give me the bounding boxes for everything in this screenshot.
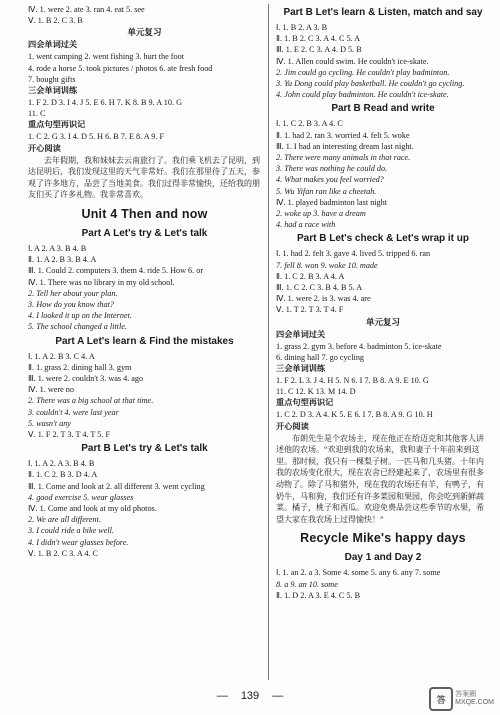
- subsection-heading: 三会单词训练: [28, 86, 78, 96]
- answer-line: 2. woke up 3. have a dream: [276, 209, 366, 219]
- answer-line: 3. How do you know that?: [28, 300, 114, 310]
- section-title: Day 1 and Day 2: [344, 552, 422, 564]
- answer-line: Ⅳ. 1. Allen could swim. He couldn't ice-skate.: [276, 56, 429, 66]
- answer-line: 3. I could ride a bike well.: [28, 526, 114, 536]
- answer-line: Ⅴ. 1. F 2. T 3. T 4. T 5. F: [28, 430, 111, 440]
- answer-line: Ⅳ. 1. There was no library in my old school.: [28, 277, 175, 287]
- answer-line: 11. C 12. K 13. M 14. D: [276, 387, 356, 397]
- answer-line: 1. grass 2. gym 3. before 4. badminton 5. ice-skate: [276, 341, 442, 351]
- answer-line: 1. F 2. L 3. J 4. H 5. N 6. I 7. B 8. A 9. E 10. G: [276, 376, 429, 386]
- answer-line: Ⅲ. 1. I had an interesting dream last night.: [276, 141, 414, 151]
- answer-line: Ⅰ. A 2. A 3. B 4. B: [28, 244, 87, 253]
- answer-line: Ⅱ. 1. B 2. C 3. A 4. C 5. A: [276, 34, 361, 44]
- answer-line: Ⅳ. 1. were 2. ate 3. ran 4. eat 5. see: [28, 5, 145, 14]
- answer-line: 3. There was nothing he could do.: [276, 164, 388, 174]
- section-title: Part A Let's try & Let's talk: [81, 228, 208, 239]
- answer-line: Ⅰ. 1. B 2. A 3. B: [276, 23, 328, 32]
- subsection-heading: 开心阅读: [276, 421, 309, 431]
- subsection-heading: 四会单词过关: [28, 40, 78, 50]
- answer-line: Ⅰ. 1. an 2. a 3. Some 4. some 5. any 6. any 7. some: [276, 568, 441, 578]
- left-column: [28, 4, 261, 559]
- answer-line: 2. There was a big school at that time.: [28, 396, 154, 406]
- subsection-heading: 开心阅读: [28, 143, 61, 153]
- section-title: Part B Let's check & Let's wrap it up: [296, 233, 470, 245]
- answer-line: Ⅱ. 1. grass 2. dining hall 3. gym: [28, 362, 132, 372]
- answer-line: Ⅴ. 1. T 2. T 3. T 4. F: [276, 305, 344, 315]
- answer-line: 4. I didn't wear glasses before.: [28, 537, 129, 547]
- section-title: Part B Let's learn & Listen, match and say: [283, 7, 483, 18]
- answer-line: 5. The school changed a little.: [28, 322, 127, 332]
- answer-line: Ⅲ. 1. were 2. couldn't 3. was 4. ago: [28, 374, 144, 384]
- answer-line: 4. What makes you feel worried?: [276, 175, 384, 185]
- subsection-heading: 重点句型再识记: [28, 120, 86, 130]
- section-title: Part B Read and write: [331, 103, 435, 115]
- answer-line: 2. We are all different.: [28, 515, 101, 525]
- review-heading: 单元复习: [365, 316, 400, 327]
- section-title: Recycle Mike's happy days: [300, 531, 466, 546]
- watermark-text: 答案圈 MXQE.COM: [455, 691, 494, 706]
- answer-line: 3. couldn't 4. were last year: [28, 407, 119, 417]
- answer-line: 7. bought gifts: [28, 74, 76, 84]
- answer-line: Ⅱ. 1. A 2. B 3. B 4. A: [28, 255, 97, 265]
- answer-line: 5. wasn't any: [28, 418, 71, 428]
- answer-line: 7. fell 8. won 9. woke 10. made: [276, 260, 378, 270]
- answer-line: Ⅲ. 1. C 2. C 3. B 4. B 5. A: [276, 283, 363, 293]
- answer-line: Ⅴ. 1. B 2. C 3. A 4. C: [28, 548, 98, 558]
- answer-line: 2. There were many animals in that race.: [276, 153, 411, 163]
- answer-line: 1. C 2. D 3. A 4. K 5. E 6. I 7. B 8. A 9. G 10. H: [276, 410, 433, 420]
- answer-line: 3. Yu Dong could play basketball. He couldn't go cycling.: [276, 79, 465, 89]
- answer-line: 2. Jim could go cycling. He couldn't play badminton.: [276, 67, 450, 77]
- watermark-icon: 答: [429, 687, 453, 711]
- answer-line: 5. Wu Yifan ran like a cheetah.: [276, 186, 377, 196]
- answer-line: Ⅲ. 1. Come and look at 2. all different 3. went cycling: [28, 481, 205, 491]
- answer-line: 4. had a race with: [276, 220, 336, 230]
- section-title: Part B Let's try & Let's talk: [81, 443, 208, 455]
- answer-line: 2. Tell her about your plan.: [28, 288, 118, 298]
- answer-line: Ⅳ. 1. were 2. is 3. was 4. are: [276, 294, 371, 304]
- review-heading: 单元复习: [127, 27, 162, 38]
- watermark-logo: [429, 687, 494, 711]
- translation-paragraph: 布朗先生是个农场主，现在他正在给迈克和其他客人讲述他的农场。“欢迎到我的农场来，我和妻子十年前来到这里。那时候，我只有一棵梨子树。一匹马和几头猪。十年内我的农场变化很大，现在农舍已经建起来了，农场里有很多动物了。除了马和猪外，现在我的农场还有羊，有鸭子，有奶牛，马和狗，我们还有许多菜园和果园，你会吃到新鲜蔬菜。橘子，桃子和西瓜。欢迎免费品尝这些季节的水果，希望大家在我农场上过得愉快！”: [276, 433, 484, 524]
- section-title: Part A Let's learn & Find the mistakes: [55, 335, 234, 347]
- answer-line: 1. went camping 2. went fishing 3. hurt the foot: [28, 52, 184, 62]
- answer-line: Ⅲ. 1. Could 2. computers 3. them 4. ride 5. How 6. or: [28, 266, 204, 276]
- subsection-heading: 重点句型再识记: [276, 398, 334, 408]
- answer-line: 11. C: [28, 109, 46, 119]
- answer-line: Ⅳ. 1. Come and look at my old photos.: [28, 504, 157, 514]
- page-number: — 139 —: [216, 690, 284, 702]
- section-title: Unit 4 Then and now: [81, 207, 208, 221]
- page-number-text: 139: [240, 690, 260, 702]
- answer-line: Ⅴ. 1. B 2. C 3. B: [28, 16, 83, 26]
- answer-line: Ⅰ. 1. C 2. B 3. A 4. C: [276, 119, 343, 129]
- answer-line: 4. good exercise 5. wear glasses: [28, 492, 134, 502]
- answer-line: Ⅱ. 1. C 2. B 3. D 4. A: [28, 470, 98, 480]
- answer-line: Ⅳ. 1. were no: [28, 385, 74, 395]
- column-divider: [268, 4, 269, 680]
- translation-paragraph: 去年假期，我和妹妹去云南旅行了。我们乘飞机去了昆明，到达昆明后，我们发现这里的天气非常好。我们在那里待了五天，参观了许多地方，品尝了当地美食。我们过得非常愉快，还给我的朋友们买了许多礼物。我非常喜欢。: [28, 155, 260, 200]
- answer-line: 6. dining hall 7. go cycling: [276, 352, 365, 362]
- answer-line: Ⅰ. 1. A 2. B 3. C 4. A: [28, 351, 95, 361]
- subsection-heading: 三会单词训练: [276, 364, 326, 374]
- answer-line: Ⅰ. 1. A 2. A 3. B 4. B: [28, 459, 95, 469]
- answer-line: 1. C 2. G 3. I 4. D 5. H 6. B 7. E 8. A 9. F: [28, 132, 165, 142]
- answer-line: 8. a 9. an 10. some: [276, 579, 338, 589]
- answer-line: 4. rode a horse 5. took pictures / photos 6. ate fresh food: [28, 63, 213, 73]
- answer-line: Ⅱ. 1. C 2. B 3. A 4. A: [276, 271, 345, 281]
- answer-line: Ⅱ. 1. had 2. ran 3. worried 4. felt 5. woke: [276, 130, 410, 140]
- answer-line: 4. I looked it up on the Internet.: [28, 311, 132, 321]
- answer-line: Ⅱ. 1. D 2. A 3. E 4. C 5. B: [276, 590, 361, 600]
- right-column: [276, 4, 490, 601]
- answer-line: 1. F 2. D 3. I 4. J 5. E 6. H 7. K 8. B 9. A 10. G: [28, 98, 182, 108]
- answer-line: Ⅳ. 1. played badminton last night: [276, 197, 388, 207]
- answer-line: Ⅲ. 1. E 2. C 3. A 4. D 5. B: [276, 45, 362, 55]
- answer-line: 4. John could play badminton. He couldn't ice-skate.: [276, 90, 449, 100]
- subsection-heading: 四会单词过关: [276, 329, 326, 339]
- answer-line: Ⅰ. 1. had 2. felt 3. gave 4. lived 5. tripped 6. ran: [276, 249, 431, 259]
